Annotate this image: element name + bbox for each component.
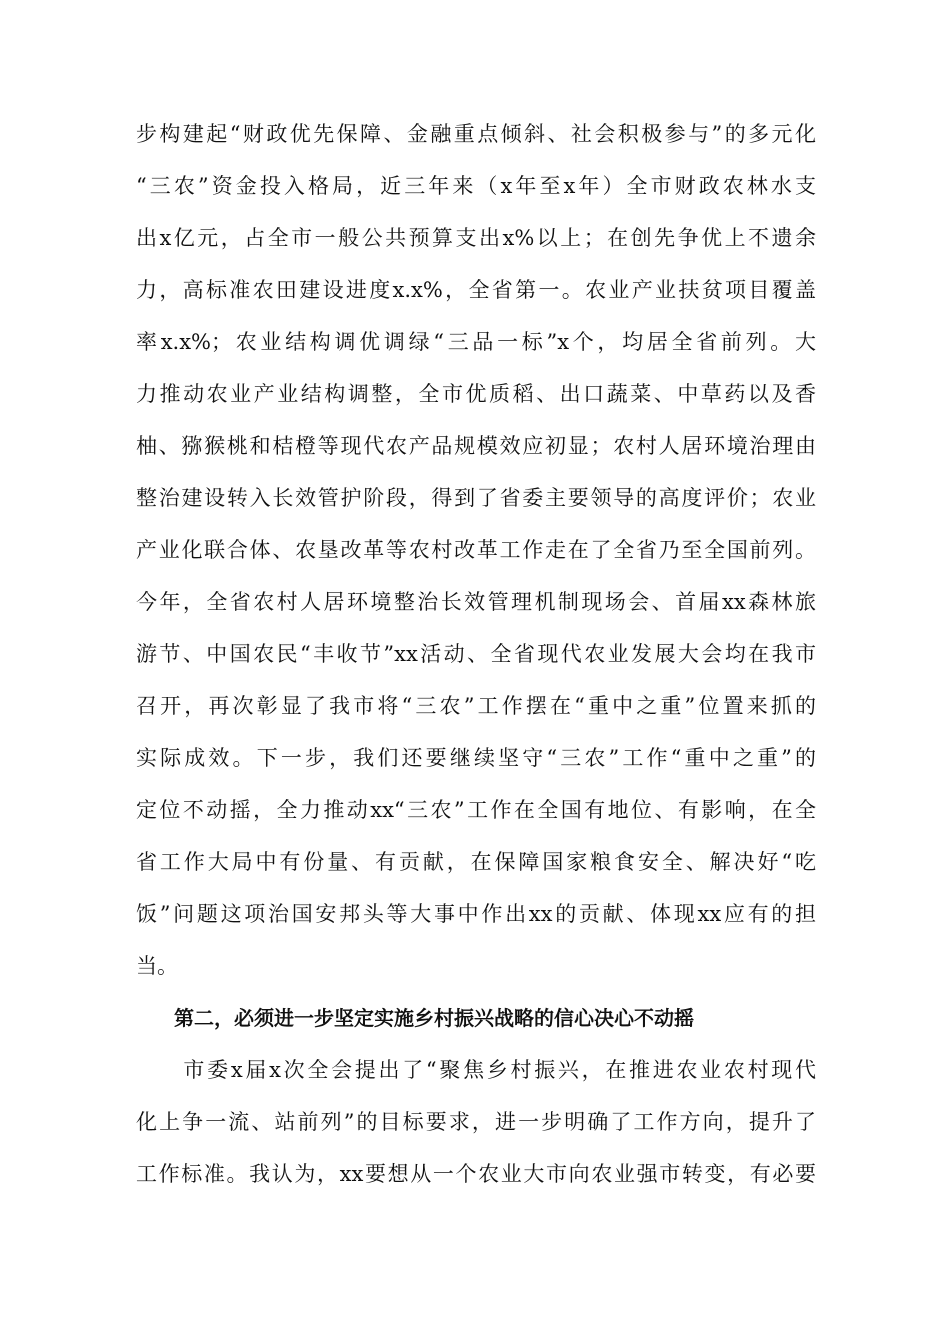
paragraph-line: 省工作大局中有份量、有贡献，在保障国家粮食安全、解决好“吃 [136,850,816,874]
section-heading: 第二，必须进一步坚定实施乡村振兴战略的信心决心不动摇 [174,1006,694,1030]
paragraph-line: 游节、中国农民“丰收节”xx活动、全省现代农业发展大会均在我市 [136,642,816,666]
paragraph-line: 步构建起“财政优先保障、金融重点倾斜、社会积极参与”的多元化 [136,122,816,146]
paragraph-line: 率x.x%；农业结构调优调绿“三品一标”x个，均居全省前列。大 [136,330,816,354]
paragraph-line: 力，高标准农田建设进度x.x%，全省第一。农业产业扶贫项目覆盖 [136,278,816,302]
paragraph-line: 实际成效。下一步，我们还要继续坚守“三农”工作“重中之重”的 [136,746,816,770]
paragraph-line: 出x亿元，占全市一般公共预算支出x%以上；在创先争优上不遗余 [136,226,816,250]
paragraph-line: 化上争一流、站前列”的目标要求，进一步明确了工作方向，提升了 [136,1110,816,1134]
paragraph-line: “三农”资金投入格局，近三年来（x年至x年）全市财政农林水支 [136,174,816,198]
paragraph-line: 市委x届x次全会提出了“聚焦乡村振兴，在推进农业农村现代 [136,1058,816,1082]
paragraph-line: 饭”问题这项治国安邦头等大事中作出xx的贡献、体现xx应有的担 [136,902,816,926]
paragraph-body-2 [136,1044,816,1200]
paragraph-line: 力推动农业产业结构调整，全市优质稻、出口蔬菜、中草药以及香 [136,382,816,406]
paragraph-line: 柚、猕猴桃和桔橙等现代农产品规模效应初显；农村人居环境治理由 [136,434,816,458]
paragraph-line: 工作标准。我认为，xx要想从一个农业大市向农业强市转变，有必要 [136,1162,816,1186]
paragraph-line: 整治建设转入长效管护阶段，得到了省委主要领导的高度评价；农业 [136,486,816,510]
paragraph-line: 今年，全省农村人居环境整治长效管理机制现场会、首届xx森林旅 [136,590,816,614]
paragraph-body-1 [136,108,816,992]
paragraph-line: 产业化联合体、农垦改革等农村改革工作走在了全省乃至全国前列。 [136,538,816,562]
paragraph-line: 召开，再次彰显了我市将“三农”工作摆在“重中之重”位置来抓的 [136,694,816,718]
paragraph-line: 定位不动摇，全力推动xx“三农”工作在全国有地位、有影响，在全 [136,798,816,822]
paragraph-line: 当。 [136,954,178,978]
